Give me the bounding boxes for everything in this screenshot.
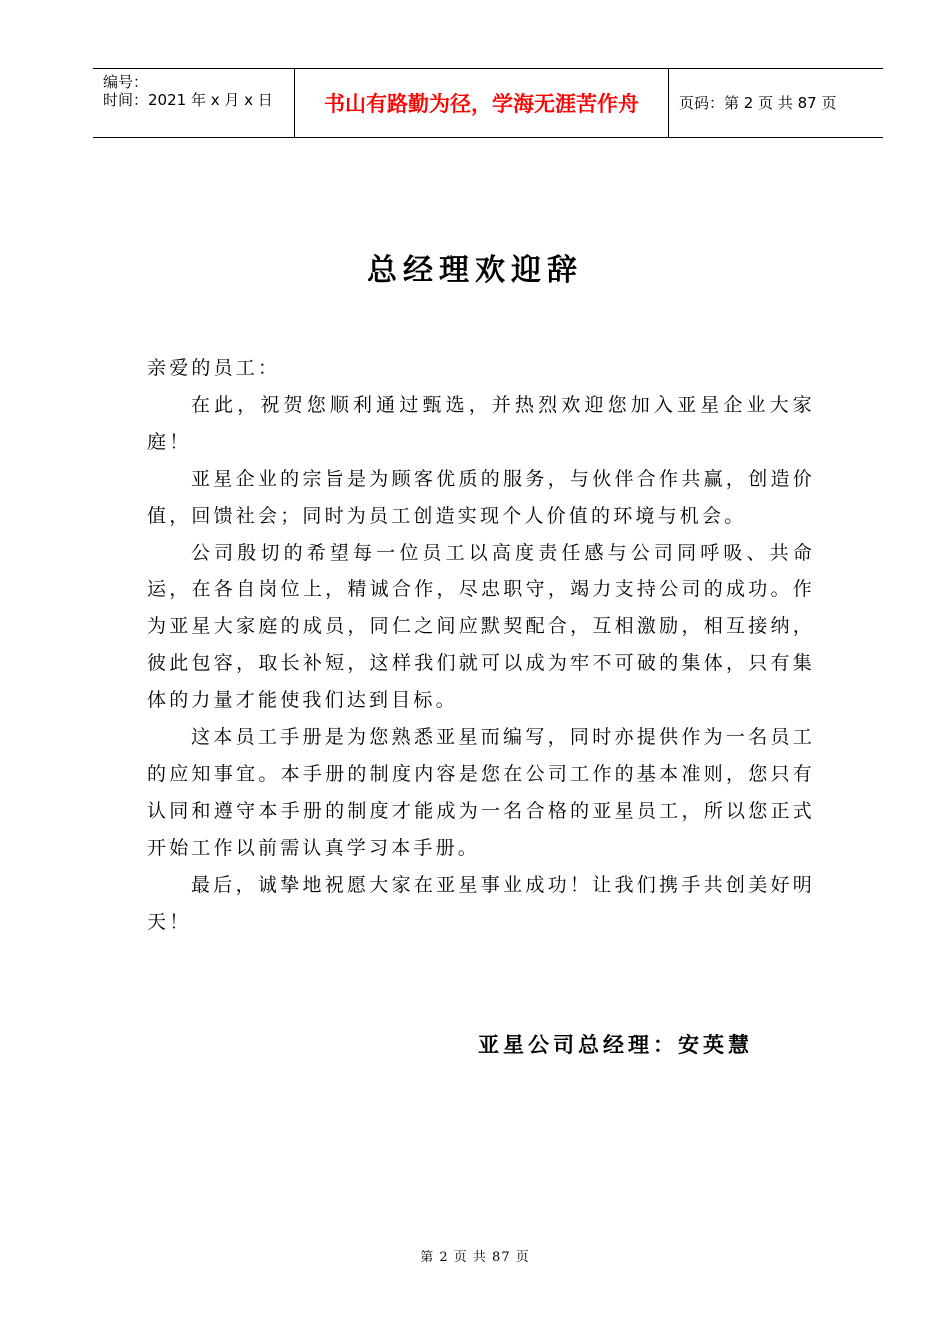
paragraph-1: 在此，祝贺您顺利通过甄选，并热烈欢迎您加入亚星企业大家庭！	[147, 393, 815, 453]
header-motto-cell	[295, 69, 669, 137]
header-page-cell	[669, 69, 883, 137]
salutation: 亲爱的员工：	[147, 357, 281, 379]
header-page-info: 页码：第 2 页 共 87 页	[679, 94, 837, 112]
paragraph-2: 亚星企业的宗旨是为顾客优质的服务，与伙伴合作共赢，创造价值，回馈社会；同时为员工创造实现个人价值的环境与机会。	[147, 467, 815, 527]
document-title: 总经理欢迎辞	[367, 253, 583, 288]
paragraph-4: 这本员工手册是为您熟悉亚星而编写，同时亦提供作为一名员工的应知事宜。本手册的制度内容是您在公司工作的基本准则，您只有认同和遵守本手册的制度才能成为一名合格的亚星员工，所以您正式开始工作以前需认真学习本手册。	[147, 726, 815, 859]
paragraph-3: 公司殷切的希望每一位员工以高度责任感与公司同呼吸、共命运，在各自岗位上，精诚合作，尽忠职守，竭力支持公司的成功。作为亚星大家庭的成员，同仁之间应默契配合，互相激励，相互接纳，彼此包容，取长补短，这样我们就可以成为牢不可破的集体，只有集体的力量才能使我们达到目标。	[147, 541, 815, 712]
page-footer: 第 2 页 共 87 页	[420, 1250, 530, 1265]
letter-body	[147, 350, 815, 941]
document-header	[93, 68, 883, 138]
serial-number-label: 编号：	[103, 73, 149, 91]
signature: 亚星公司总经理：安英慧	[478, 1032, 753, 1057]
date-label: 时间：2021 年 x 月 x 日	[103, 91, 273, 109]
header-meta-cell	[93, 69, 295, 137]
header-motto: 书山有路勤为径，学海无涯苦作舟	[324, 92, 639, 116]
paragraph-5: 最后，诚挚地祝愿大家在亚星事业成功！让我们携手共创美好明天！	[147, 873, 815, 933]
